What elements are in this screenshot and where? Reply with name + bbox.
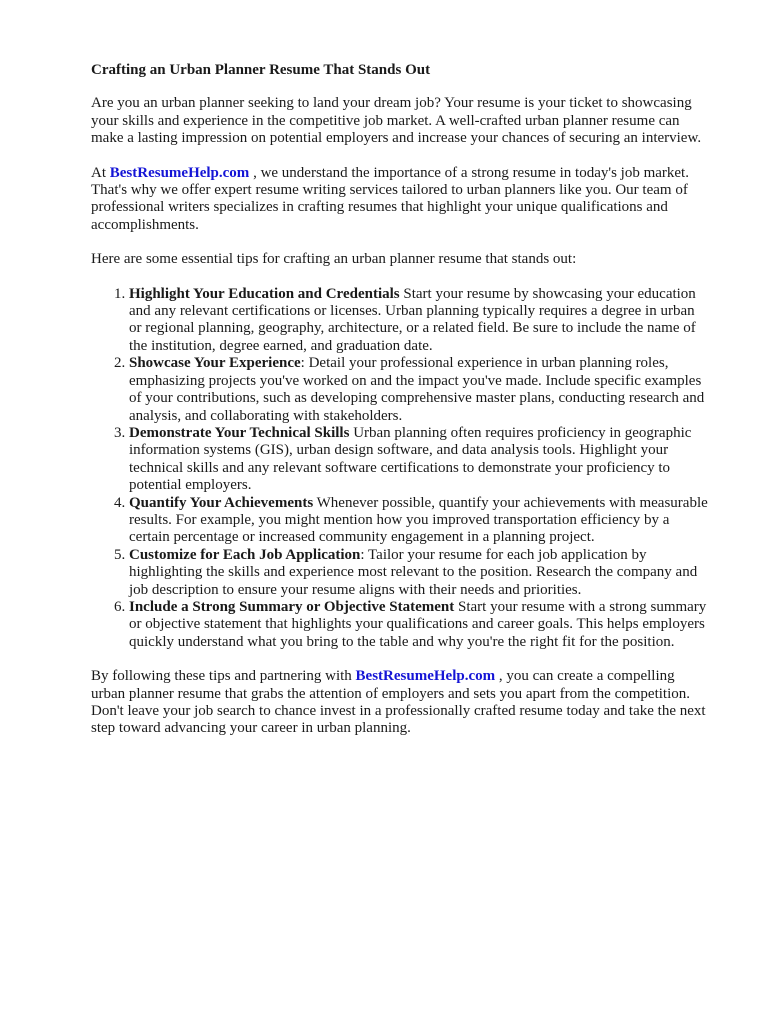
tip-heading: Showcase Your Experience: [129, 355, 301, 372]
list-item: [129, 286, 708, 356]
tip-body: Urban planning often requires proficiency in geographic information systems (GIS), urban design software, and data analysis tools. Highlight your technical skills and any relevant software certifications to demonstrate your proficiency to potential employers.: [129, 424, 692, 494]
tip-body: Start your resume by showcasing your education and any relevant certifications or licenses. Urban planning typically requires a degree in urban or regional planning, geography, architecture, or a related field. Be sure to include the name of the institution, degree earned, and graduation date.: [129, 285, 696, 354]
closing-paragraph-suffix: , you can create a compelling urban planner resume that grabs the attention of employers and sets you apart from the competition. Don't leave your job search to chance invest in a professionally crafted resume today and take the next step toward advancing your career in urban planning.: [91, 668, 706, 737]
service-paragraph: [91, 165, 708, 235]
service-paragraph-suffix: , we understand the importance of a strong resume in today's job market. That's why we offer expert resume writing services tailored to urban planners like you. Our team of professional writers specializes in crafting resumes that highlight your unique qualifications and accomplishments.: [91, 164, 689, 233]
tip-heading: Demonstrate Your Technical Skills: [129, 424, 350, 441]
list-item: [129, 495, 708, 547]
list-item: [129, 355, 708, 425]
page-title: Crafting an Urban Planner Resume That Stands Out: [91, 62, 431, 78]
list-item: [129, 425, 708, 495]
tip-heading: Quantify Your Achievements: [129, 494, 314, 511]
list-item: [129, 547, 708, 599]
tip-body: : Detail your professional experience in urban planning roles, emphasizing projects you've worked on and the impact you've made. Include specific examples of your contributions, such as developing comprehensive master plans, conducting research and analysis, and collaborating with stakeholders.: [129, 355, 705, 424]
intro-paragraph: Are you an urban planner seeking to land your dream job? Your resume is your ticket to showcasing your skills and experience in the competitive job market. A well-crafted urban planner resume can make a lasting impression on potential employers and increase your chances of securing an interview.: [91, 95, 702, 147]
tip-heading: Highlight Your Education and Credentials: [129, 285, 400, 302]
tips-list: [91, 286, 708, 652]
bestresumehelp-link-closing[interactable]: BestResumeHelp.com: [355, 668, 496, 685]
list-item: [129, 599, 708, 651]
tip-body: Whenever possible, quantify your achievements with measurable results. For example, you might mention how you improved transportation efficiency by a certain percentage or increased community engagement in a planning project.: [129, 494, 708, 546]
tip-heading: Include a Strong Summary or Objective Statement: [129, 598, 455, 615]
closing-paragraph-prefix: By following these tips and partnering with: [91, 668, 356, 685]
tip-body: : Tailor your resume for each job application by highlighting the skills and experience most relevant to the position. Research the company and job description to ensure your resume aligns with their needs and priorities.: [129, 546, 698, 598]
service-paragraph-prefix: At: [91, 164, 110, 181]
tips-intro: Here are some essential tips for crafting an urban planner resume that stands out:: [91, 251, 577, 268]
tip-heading: Customize for Each Job Application: [129, 546, 361, 563]
tip-body: Start your resume with a strong summary or objective statement that highlights your qualifications and career goals. This helps employers quickly understand what you bring to the table and why you're the right fit for the position.: [129, 598, 707, 650]
bestresumehelp-link[interactable]: BestResumeHelp.com: [109, 164, 250, 181]
closing-paragraph: [91, 668, 708, 738]
